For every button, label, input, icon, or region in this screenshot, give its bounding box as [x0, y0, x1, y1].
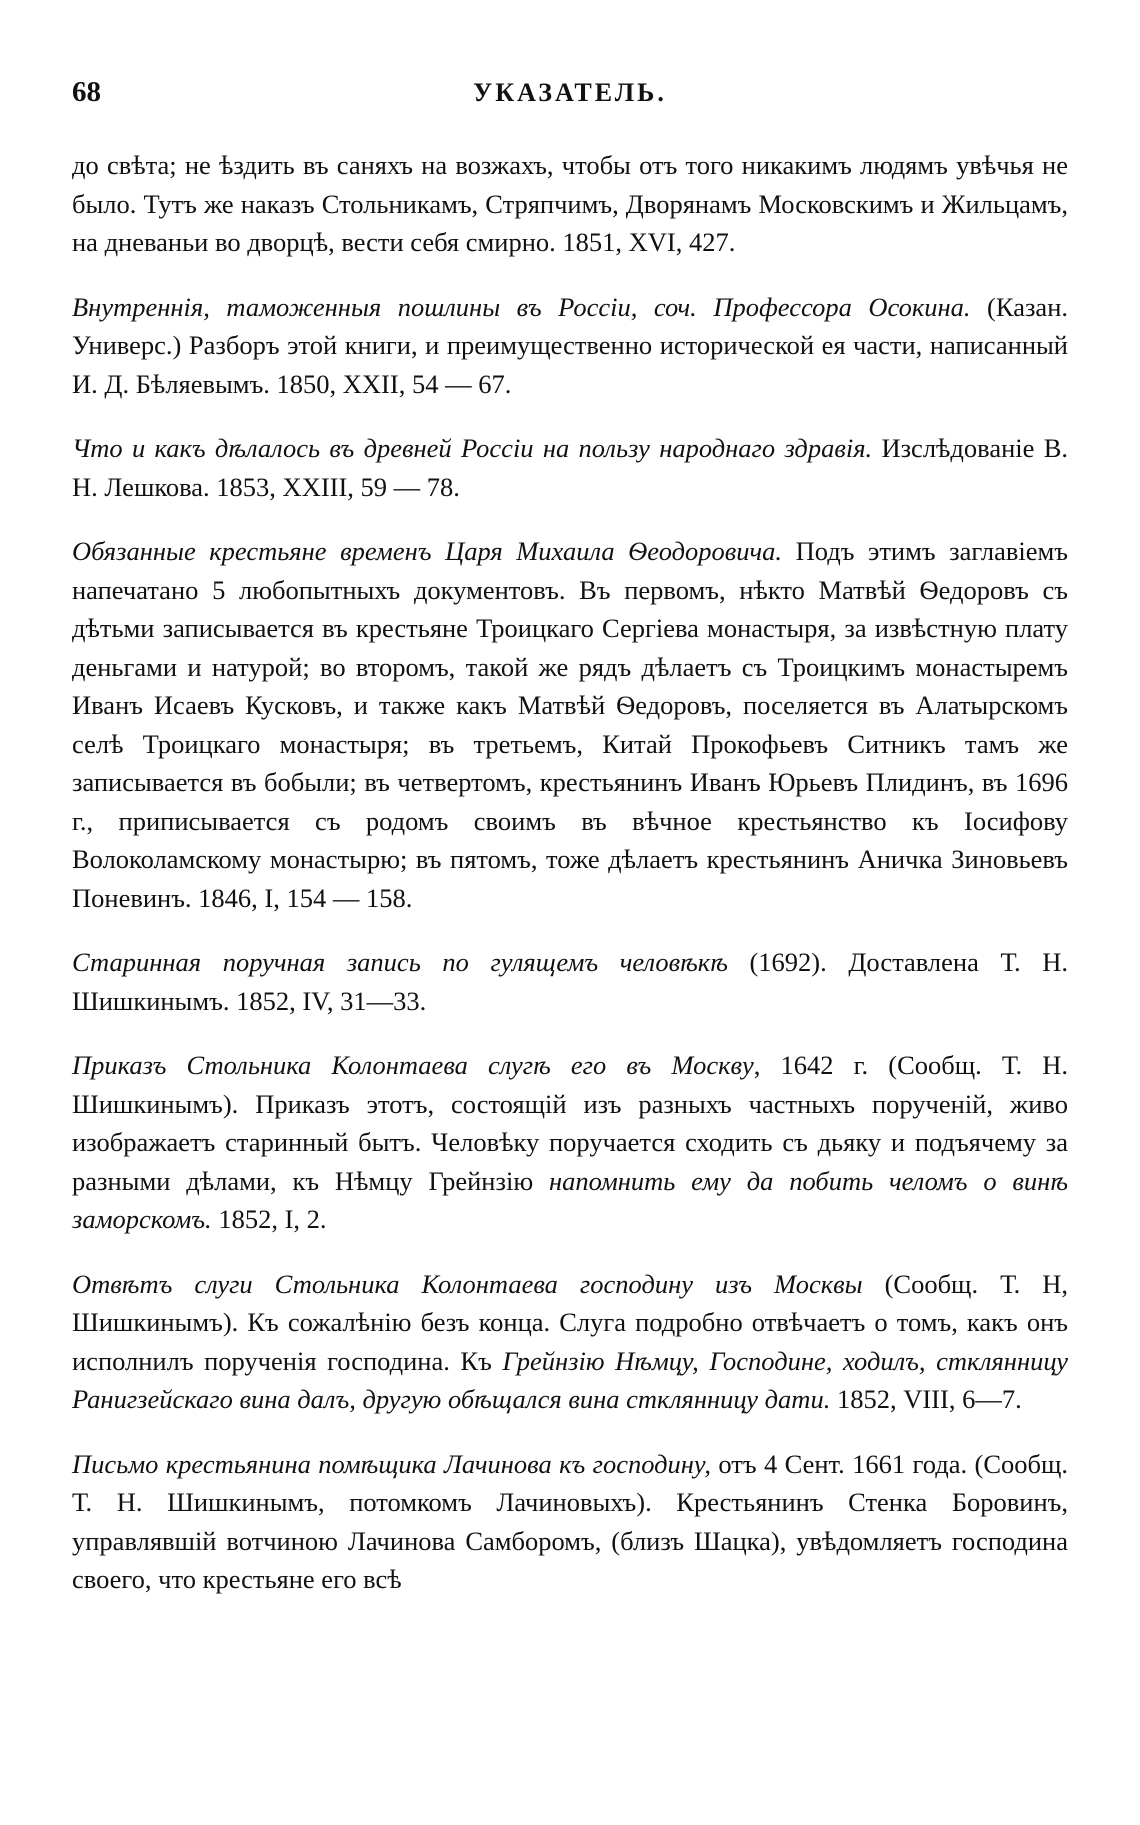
entry-text: Подъ этимъ заглавіемъ напечатано 5 любопытныхъ документовъ. Въ первомъ, нѣкто Матвѣй Ѳедоровъ съ дѣтьми записывается въ крестьяне Троицкаго Сергіева монастыря, за извѣстную плату деньгами и натурой; во второмъ, такой же рядъ дѣлаетъ съ Троицкимъ монастыремъ Иванъ Исаевъ Кусковъ, и также какъ Матвѣй Ѳедоровъ, поселяется въ Алатырскомъ селѣ Троицкаго монастыря; въ третьемъ, Китай Прокофьевъ Ситникъ тамъ же записывается въ бобыли; въ четвертомъ, крестьянинъ Иванъ Юрьевъ Плидинъ, въ 1696 г., приписывается съ родомъ своимъ въ вѣчное крестьянство къ Іосифову Волоколамскому монастырю; въ пятомъ, тоже дѣлаетъ крестьянинъ Аничка Зиновьевъ Поневинъ. 1846, I, 154 — 158.	[72, 536, 1068, 913]
entry-title: Внутреннія, таможенныя пошлины въ Россіи, соч. Профессора Осокина.	[72, 291, 971, 322]
entry-title: Старинная поручная запись по гулящемъ человѣкѣ	[72, 947, 728, 977]
index-entry	[72, 532, 1068, 917]
entry-text: (Казан. Универс.) Разборъ этой книги, и преимущественно исторической ея части, написанный И. Д. Бѣляевымъ. 1850, XXII, 54 — 67.	[72, 291, 1068, 399]
entry-text: до свѣта; не ѣздить въ саняхъ на возжахъ, чтобы отъ того никакимъ людямъ увѣчья не было. Тутъ же наказъ Стольникамъ, Стряпчимъ, Дворянамъ Московскимъ и Жильцамъ, на дневаньи во дворцѣ, вести себя смирно. 1851, XVI, 427.	[72, 150, 1068, 257]
index-entry	[72, 1046, 1068, 1239]
entry-title: Что и какъ дѣлалось въ древней Россіи на пользу народнаго здравія.	[72, 433, 873, 463]
page-number: 68	[72, 76, 101, 108]
entry-citation: 1852, I, 2.	[211, 1204, 327, 1234]
entry-quote: Грейнзію Нѣмцу, Господине, ходилъ, стклянницу Ранигзейскаго вина далъ, другую обѣщался вина стклянницу дати.	[72, 1345, 1069, 1414]
index-entry	[72, 429, 1068, 506]
index-body	[72, 146, 1068, 1625]
index-entry	[72, 288, 1068, 404]
index-entry	[72, 943, 1068, 1020]
entry-quote: напомнить ему да побить челомъ о винѣ заморскомъ.	[72, 1165, 1068, 1234]
index-entry	[72, 1265, 1068, 1419]
entry-text: (1692). Доставлена Т. Н. Шишкинымъ. 1852, IV, 31—33.	[72, 947, 1068, 1016]
page-header	[72, 76, 1068, 116]
entry-title: Приказъ Стольника Колонтаева слугѣ его въ Москву	[72, 1050, 754, 1080]
entry-text: Изслѣдованіе В. Н. Лешкова. 1853, XXIII, 59 — 78.	[72, 433, 1068, 502]
entry-text: (Сообщ. Т. Н, Шишкинымъ). Къ сожалѣнію безъ конца. Слуга подробно отвѣчаетъ о томъ, какъ онъ исполнилъ порученія господина. Къ	[72, 1268, 1068, 1376]
index-entry	[72, 146, 1068, 262]
entry-title: Отвѣтъ слуги Стольника Колонтаева господину изъ Москвы	[72, 1268, 863, 1299]
entry-citation: 1852, VIII, 6—7.	[830, 1384, 1022, 1414]
entry-title: Обязанные крестьяне временъ Царя Михаила Ѳеодоровича.	[72, 536, 783, 566]
index-entry	[72, 1445, 1068, 1599]
running-title: УКАЗАТЕЛЬ.	[473, 78, 667, 107]
entry-text: , 1642 г. (Сообщ. Т. Н. Шишкинымъ). Приказъ этотъ, состоящій изъ разныхъ частныхъ порученій, живо изображаетъ старинный бытъ. Человѣку поручается сходить съ дьяку и подъячему за разными дѣлами, къ Нѣмцу Грейнзію	[72, 1050, 1068, 1196]
entry-title: Письмо крестьянина помѣщика Лачинова къ господину,	[72, 1448, 711, 1479]
entry-text: отъ 4 Сент. 1661 года. (Сообщ. Т. Н. Шишкинымъ, потомкомъ Лачиновыхъ). Крестьянинъ Стенка Боровинъ, управлявшій вотчиною Лачинова Самборомъ, (близъ Шацка), увѣдомляетъ господина своего, что крестьяне его всѣ	[72, 1448, 1069, 1594]
